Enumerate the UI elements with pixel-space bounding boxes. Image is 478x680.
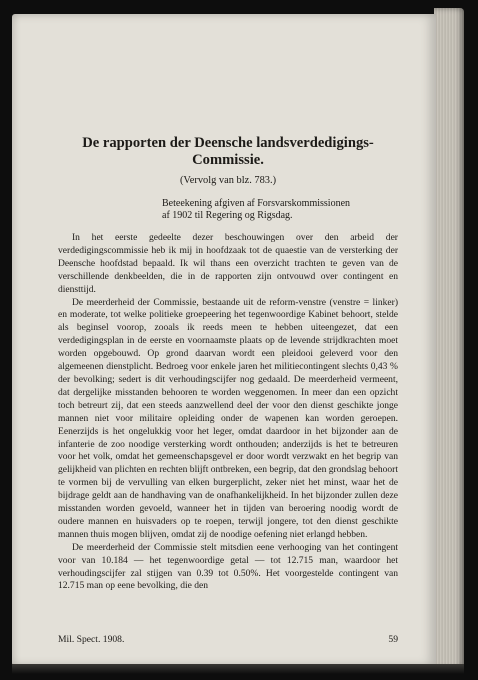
page-number: 59 — [388, 634, 398, 645]
article — [58, 135, 398, 593]
article-subtitle: (Vervolg van blz. 783.) — [179, 175, 277, 186]
page-shadow — [12, 664, 464, 674]
footer-journal: Mil. Spect. 1908. — [58, 634, 125, 645]
paragraph: De meerderheid der Commissie stelt mitsdien eene verhooging van het contingent voor van 10.184 — het tegenwoordige getal — tot 12.715 man, waardoor het verhoudingscijfer zal stijgen van 0.39 tot 0.50%. Het voorgestelde contingent van 12.715 man op eene bevolking, die den — [58, 541, 398, 592]
page-footer — [58, 634, 398, 645]
paragraph: De meerderheid der Commissie, bestaande uit de reform-venstre (venstre = linker) en moderate, tot welke politieke groepeering het tegenwoordige Kabinet behoort, stelde als beginsel voorop, zooals ik reeds meen te hebben uiteengezet, dat een verdedigingsplan in de eerste en voornaamste plaats op de levende strijdkrachten moet worden opgebouwd. Op grond daarvan wordt een pleidooi geleverd voor den algemeenen dienstplicht. Bedroeg voor enkele jaren het militiecontingent slechts 0,43 % der bevolking; sedert is dit verhoudingscijfer nog gedaald. De meerderheid vermeent, dat dergelijke misstanden behooren te worden weggenomen. In meer dan een opzicht toch betreurt zij, dat een steeds aanzwellend deel der voor den dienst geschikte jonge mannen niet voor militaire opleiding onder de wapenen kan worden geroepen. Eenerzijds is het ongelukkig voor het leger, omdat daardoor in het bijzonder aan de infanterie de zoo noodige versterking wordt onthouden; anderzijds is het te betreuren voor het volk, omdat het gemeenschapsgevel er door wordt verzwakt en het begrip van gelijkheid van plichten en rechten blijft ontbreken, een begrip, dat den grondslag behoort te vormen bij de vervulling van elken burgerplicht, zeker niet het minst, waar het de bijdrage geldt aan de handhaving van de onafhankelijkheid. In het bijzonder zullen deze misstanden worden gevoeld, wanneer het in tijden van beroering noodig wordt de oudere mannen en huisvaders op te roepen, terwijl jongere, tot den dienst geschikte mannen thuis mogen blijven, omdat zij de noodige oefening niet erlangd hebben. — [58, 296, 398, 540]
source-note: Beteekening afgiven af Forsvarskommissionen af 1902 til Regering og Rigsdag. — [162, 198, 351, 221]
book-page-edges — [434, 8, 464, 668]
article-title: De rapporten der Deensche landsverdedigings- Commissie. — [82, 135, 374, 168]
article-body — [58, 232, 398, 593]
paragraph: In het eerste gedeelte dezer beschouwingen over den arbeid der verdedigingscommissie heb ik mij in hoofdzaak tot de quaestie van de versterking der Deensche hoofdstad bepaald. Ik wil thans een overzicht trachten te geven van de verschillende denkbeelden, die in de rapporten zijn ontvouwd over contingent en diensttijd. — [58, 232, 398, 295]
